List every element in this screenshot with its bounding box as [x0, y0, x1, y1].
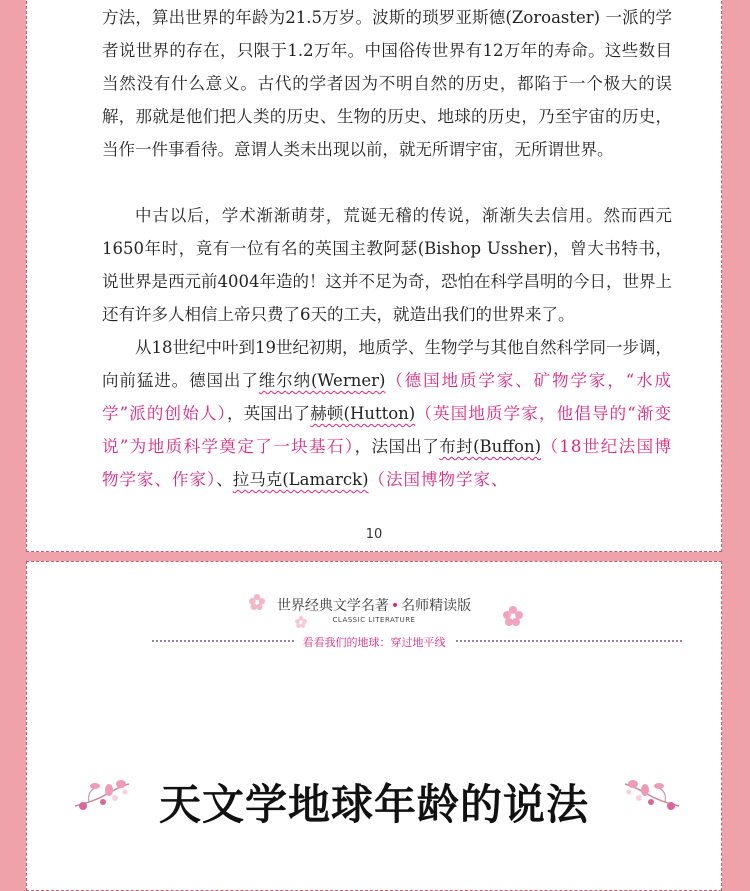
paragraph-1: [102, 1, 672, 166]
running-header-text: 看看我们的地球：穿过地平线: [295, 636, 454, 649]
highlighted-term: 布封(Buffon): [439, 437, 542, 456]
series-name: 世界经典文学名著: [276, 598, 389, 614]
book-page-top: [26, 0, 722, 552]
series-title: [27, 595, 721, 615]
annotation-text: （德国地质学家、矿物学家，“水成学”派的创始人）: [102, 371, 673, 423]
body-text: 方法，算出世界的年龄为21.5万岁。波斯的琐罗亚斯德(Zoroaster) 一派的学者说世界的存在，只限于1.2万年。中国俗传世界有12万年的寿命。这些数目当然没有什么意义。古代的学者因为不明自然的历史，都陷于一个极大的误解，那就是他们把人类的历史、生物的历史、地球的历史，乃至宇宙的历史，当作一件事看待。意谓人类未出现以前，就无所谓宇宙，无所谓世界。: [102, 8, 672, 159]
highlighted-term: 拉马克(Lamarck): [232, 470, 369, 489]
chapter-title: 天文学地球年龄的说法: [158, 780, 589, 829]
running-header: [27, 634, 721, 650]
body-text: ，法国出了: [354, 437, 440, 456]
series-dot: •: [390, 598, 400, 614]
annotation-text: （英国地质学家，他倡导的“渐变说”为地质科学奠定了一块基石）: [102, 404, 673, 456]
highlighted-term: 赫顿(Hutton): [310, 404, 416, 423]
paragraph-3: [102, 331, 672, 496]
annotation-text: （18世纪法国博物学家、作家）: [102, 437, 673, 489]
annotation-text: （法国博物学家、: [368, 470, 509, 489]
book-page-bottom: [26, 561, 722, 891]
body-text: 中古以后，学术渐渐萌芽，荒诞无稽的传说，渐渐失去信用。然而西元1650年时，竟有一位有名的英国主教阿瑟(Bishop Ussher)，曾大书特书，说世界是西元前4004年造的！这并不足为奇，恐怕在科学昌明的今日，世界上还有许多人相信上帝只费了6天的工夫，就造出我们的世界来了。: [102, 206, 672, 324]
series-english: CLASSIC LITERATURE: [332, 616, 416, 624]
paragraph-2: [102, 199, 672, 331]
page-number: 10: [365, 527, 383, 542]
body-text: 从18世纪中叶到19世纪初期，地质学、生物学与其他自然科学同一步调，向前猛进。德国出了: [102, 338, 672, 390]
highlighted-term: 维尔纳(Werner): [258, 371, 386, 390]
body-text: 、: [216, 470, 233, 489]
series-edition: 名师精读版: [401, 598, 472, 614]
body-text: ，英国出了: [226, 404, 311, 423]
